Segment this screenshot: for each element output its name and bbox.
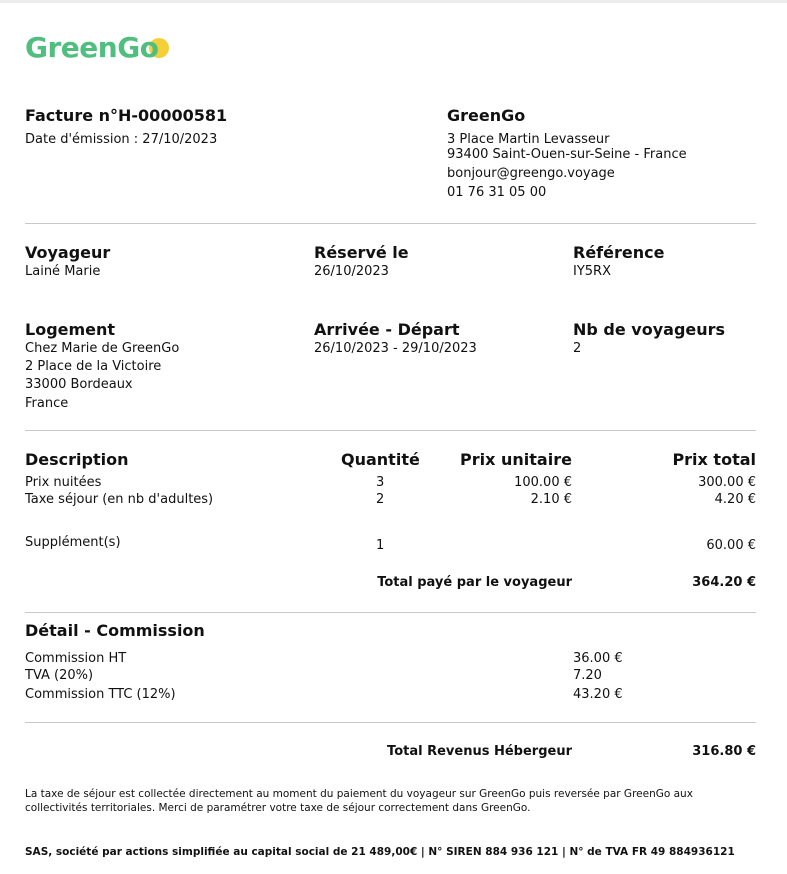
- commission-label: Commission TTC (12%): [25, 687, 176, 702]
- col-header-total-price: Prix total: [672, 450, 756, 469]
- divider: [25, 612, 756, 613]
- guests-label: Nb de voyageurs: [573, 320, 726, 339]
- legal-footer: SAS, société par actions simplifiée au capital social de 21 489,00€ | N° SIREN 884 936 121 | N° de TVA FR 49 884936121: [25, 846, 735, 858]
- row-quantity: 3: [376, 475, 385, 490]
- revenue-value: 316.80 €: [692, 744, 756, 759]
- dates-label: Arrivée - Départ: [314, 320, 460, 339]
- reference-value: IY5RX: [573, 264, 611, 279]
- guests-value: 2: [573, 341, 582, 356]
- divider: [25, 223, 756, 224]
- company-phone: 01 76 31 05 00: [447, 185, 547, 200]
- commission-value: 7.20: [573, 668, 602, 683]
- top-border: [0, 0, 787, 3]
- row-quantity: 1: [376, 538, 385, 553]
- row-description: Supplément(s): [25, 535, 121, 550]
- traveler-label: Voyageur: [25, 243, 111, 262]
- invoice-title: Facture n°H-00000581: [25, 106, 228, 125]
- dates-value: 26/10/2023 - 29/10/2023: [314, 341, 477, 356]
- company-address-line1: 3 Place Martin Levasseur: [447, 132, 610, 147]
- commission-label: Commission HT: [25, 651, 127, 666]
- row-quantity: 2: [376, 492, 385, 507]
- greengo-logo: [25, 31, 158, 64]
- booked-date: 26/10/2023: [314, 264, 389, 279]
- row-unit-price: 100.00 €: [514, 475, 572, 490]
- col-header-quantity: Quantité: [341, 450, 420, 469]
- divider: [25, 430, 756, 431]
- total-paid-value: 364.20 €: [692, 575, 756, 590]
- commission-title: Détail - Commission: [25, 621, 205, 640]
- col-header-description: Description: [25, 450, 129, 469]
- row-unit-price: 2.10 €: [530, 492, 572, 507]
- row-description: Taxe séjour (en nb d'adultes): [25, 492, 214, 507]
- lodging-line: 33000 Bordeaux: [25, 377, 133, 392]
- lodging-label: Logement: [25, 320, 116, 339]
- company-address-line2: 93400 Saint-Ouen-sur-Seine - France: [447, 147, 687, 162]
- commission-label: TVA (20%): [25, 668, 94, 683]
- lodging-line: Chez Marie de GreenGo: [25, 341, 180, 356]
- row-total: 300.00 €: [698, 475, 756, 490]
- divider: [25, 722, 756, 723]
- tourist-tax-note: La taxe de séjour est collectée directement au moment du paiement du voyageur sur GreenGo puis reversée par GreenGo aux collectivités territoriales. Merci de paramétrer votre taxe de séjour correctement dans GreenGo.: [25, 788, 693, 814]
- total-paid-label: Total payé par le voyageur: [377, 575, 572, 590]
- commission-value: 43.20 €: [573, 687, 623, 702]
- row-total: 4.20 €: [714, 492, 756, 507]
- booked-label: Réservé le: [314, 243, 409, 262]
- row-description: Prix nuitées: [25, 475, 102, 490]
- logo-text: GreenGo: [25, 31, 159, 64]
- reference-label: Référence: [573, 243, 665, 262]
- company-email: bonjour@greengo.voyage: [447, 166, 615, 181]
- commission-value: 36.00 €: [573, 651, 623, 666]
- row-total: 60.00 €: [706, 538, 756, 553]
- revenue-label: Total Revenus Hébergeur: [387, 744, 572, 759]
- col-header-unit-price: Prix unitaire: [460, 450, 572, 469]
- lodging-line: 2 Place de la Victoire: [25, 359, 162, 374]
- traveler-name: Lainé Marie: [25, 264, 101, 279]
- issue-date: Date d'émission : 27/10/2023: [25, 132, 218, 147]
- lodging-line: France: [25, 396, 69, 411]
- company-name: GreenGo: [447, 106, 526, 125]
